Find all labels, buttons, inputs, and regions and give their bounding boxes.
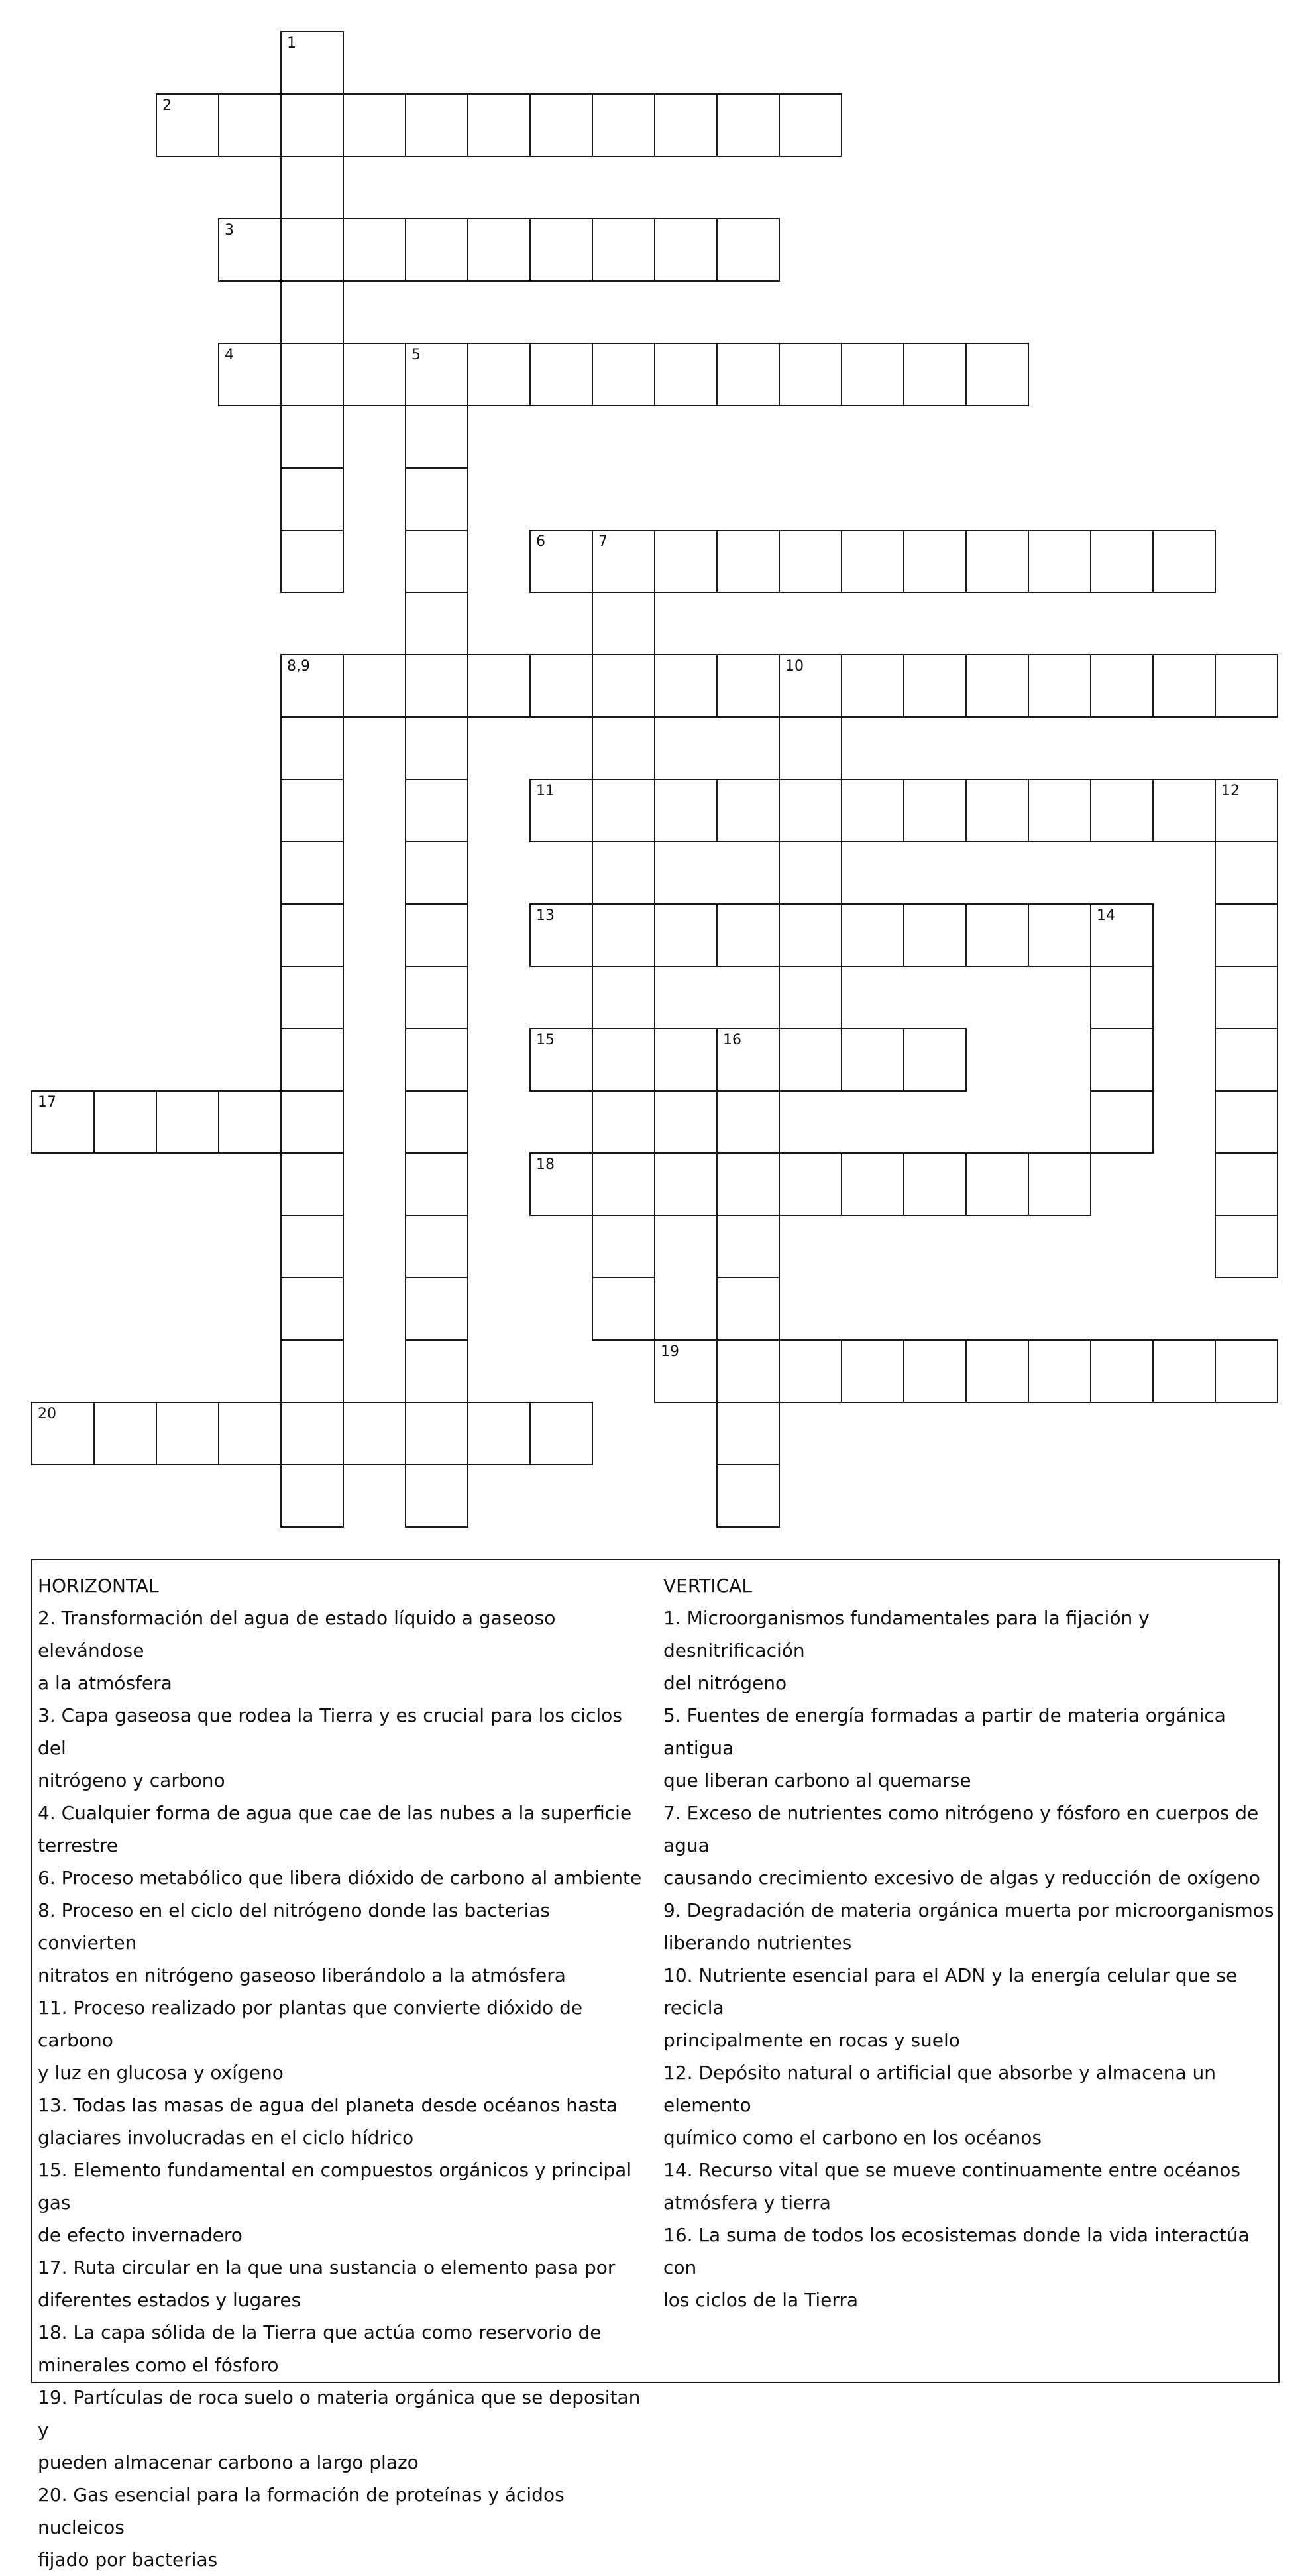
crossword-cell[interactable]: [156, 1090, 219, 1154]
crossword-cell[interactable]: [405, 405, 468, 469]
crossword-cell[interactable]: [592, 1215, 655, 1278]
clue-number: 12: [1221, 783, 1240, 799]
clue-number: 8,9: [287, 658, 310, 675]
clue-line: liberando nutrientes: [663, 1932, 852, 1954]
crossword-cell[interactable]: [716, 1215, 780, 1278]
crossword-cell[interactable]: [779, 93, 842, 157]
crossword-cell[interactable]: [903, 654, 967, 718]
crossword-cell[interactable]: [280, 1090, 344, 1154]
crossword-cell[interactable]: [280, 343, 344, 406]
clue-line: 17. Ruta circular en la que una sustancia o elemento pasa por: [38, 2257, 616, 2278]
clues-box: [31, 1559, 1280, 2571]
clue-line: 3. Capa gaseosa que rodea la Tierra y es crucial para los ciclos del: [38, 1705, 622, 1759]
crossword-cell[interactable]: [592, 966, 655, 1029]
crossword-cell[interactable]: [1215, 1339, 1278, 1403]
crossword-cell[interactable]: [405, 343, 468, 406]
crossword-cell[interactable]: [280, 1402, 344, 1465]
crossword-cell[interactable]: [716, 343, 780, 406]
crossword-cell[interactable]: [779, 343, 842, 406]
clue-line: glaciares involucradas en el ciclo hídrico: [38, 2127, 414, 2149]
clue-line: 13. Todas las masas de agua del planeta desde océanos hasta: [38, 2094, 618, 2116]
crossword-cell[interactable]: [280, 467, 344, 531]
crossword-cell[interactable]: [779, 1152, 842, 1216]
crossword-cell[interactable]: [965, 1152, 1029, 1216]
crossword-cell[interactable]: [280, 1464, 344, 1528]
crossword-cell[interactable]: [1090, 654, 1154, 718]
clue-line: nitratos en nitrógeno gaseoso liberándolo a la atmósfera: [38, 1964, 566, 1986]
clue-number: 19: [661, 1343, 679, 1360]
clue-line: fijado por bacterias: [38, 2549, 218, 2571]
crossword-cell[interactable]: [218, 1090, 282, 1154]
crossword-cell[interactable]: [405, 592, 468, 655]
crossword-cell[interactable]: [1028, 654, 1091, 718]
crossword-cell[interactable]: [1152, 654, 1216, 718]
crossword-cell[interactable]: [654, 1028, 718, 1092]
crossword-cell[interactable]: [1215, 654, 1278, 718]
crossword-cell[interactable]: [654, 1152, 718, 1216]
clue-line: diferentes estados y lugares: [38, 2289, 301, 2311]
crossword-cell[interactable]: [779, 779, 842, 842]
crossword-cell[interactable]: [779, 841, 842, 905]
clue-line: pueden almacenar carbono a largo plazo: [38, 2451, 419, 2473]
crossword-cell[interactable]: [1028, 1339, 1091, 1403]
crossword-cell[interactable]: [405, 903, 468, 967]
crossword-cell[interactable]: [903, 530, 967, 593]
crossword-cell[interactable]: [841, 654, 904, 718]
clue-line: 19. Partículas de roca suelo o materia orgánica que se depositan y: [38, 2386, 641, 2441]
crossword-cell[interactable]: [1028, 1152, 1091, 1216]
crossword-cell[interactable]: [592, 1090, 655, 1154]
crossword-cell[interactable]: [343, 218, 406, 282]
crossword-cell[interactable]: [779, 903, 842, 967]
clue-number: 20: [38, 1406, 56, 1422]
crossword-cell[interactable]: [405, 1464, 468, 1528]
crossword-cell[interactable]: [280, 156, 344, 219]
crossword-cell[interactable]: [716, 1152, 780, 1216]
crossword-cell[interactable]: [654, 654, 718, 718]
crossword-cell[interactable]: [592, 343, 655, 406]
crossword-cell[interactable]: [467, 218, 531, 282]
crossword-cell[interactable]: [592, 1152, 655, 1216]
clue-line: causando crecimiento excesivo de algas y reducción de oxígeno: [663, 1867, 1260, 1889]
crossword-cell[interactable]: [343, 654, 406, 718]
crossword-cell[interactable]: [405, 1402, 468, 1465]
crossword-cell[interactable]: [716, 1464, 780, 1528]
crossword-cell[interactable]: [592, 654, 655, 718]
crossword-cell[interactable]: [965, 343, 1029, 406]
clue-line: a la atmósfera: [38, 1672, 172, 1694]
crossword-cell[interactable]: [779, 1339, 842, 1403]
crossword-cell[interactable]: [592, 530, 655, 593]
crossword-cell[interactable]: [779, 966, 842, 1029]
crossword-cell[interactable]: [405, 966, 468, 1029]
crossword-cell[interactable]: [280, 93, 344, 157]
crossword-cell[interactable]: [841, 343, 904, 406]
crossword-cell[interactable]: [1090, 1028, 1154, 1092]
crossword-cell[interactable]: [965, 779, 1029, 842]
crossword-cell[interactable]: [280, 841, 344, 905]
crossword-cell[interactable]: [405, 1339, 468, 1403]
crossword-cell[interactable]: [405, 530, 468, 593]
clue-line: 20. Gas esencial para la formación de proteínas y ácidos nucleicos: [38, 2484, 565, 2538]
clue-line: minerales como el fósforo: [38, 2354, 279, 2376]
crossword-cell[interactable]: [654, 343, 718, 406]
crossword-cell[interactable]: [654, 1339, 718, 1403]
clue-line: 11. Proceso realizado por plantas que convierte dióxido de carbono: [38, 1997, 583, 2051]
crossword-cell[interactable]: [592, 779, 655, 842]
crossword-cell[interactable]: [716, 1277, 780, 1341]
crossword-cell[interactable]: [280, 280, 344, 344]
clue-number: 4: [225, 347, 234, 363]
crossword-cell[interactable]: [280, 1215, 344, 1278]
crossword-cell[interactable]: [779, 654, 842, 718]
crossword-cell[interactable]: [218, 93, 282, 157]
crossword-cell[interactable]: [1215, 779, 1278, 842]
horizontal-clues: [38, 1569, 654, 2576]
crossword-cell[interactable]: [1090, 903, 1154, 967]
crossword-cell[interactable]: [965, 654, 1029, 718]
crossword-cell[interactable]: [716, 218, 780, 282]
clue-number: 14: [1097, 907, 1115, 924]
crossword-cell[interactable]: [965, 903, 1029, 967]
crossword-cell[interactable]: [218, 1402, 282, 1465]
crossword-cell[interactable]: [592, 716, 655, 780]
clue-number: 11: [536, 783, 555, 799]
crossword-cell[interactable]: [405, 779, 468, 842]
clue-number: 13: [536, 907, 555, 924]
crossword-cell[interactable]: [280, 1028, 344, 1092]
crossword-cell[interactable]: [1215, 966, 1278, 1029]
clue-line: 14. Recurso vital que se mueve continuamente entre océanos: [663, 2159, 1240, 2181]
clue-line: atmósfera y tierra: [663, 2192, 831, 2213]
clue-line: terrestre: [38, 1834, 119, 1856]
crossword-cell[interactable]: [716, 1090, 780, 1154]
crossword-cell[interactable]: [965, 1339, 1029, 1403]
crossword-cell[interactable]: [343, 1402, 406, 1465]
crossword-cell[interactable]: [1028, 903, 1091, 967]
crossword-cell[interactable]: [654, 530, 718, 593]
crossword-cell[interactable]: [716, 1402, 780, 1465]
crossword-cell[interactable]: [280, 716, 344, 780]
crossword-cell[interactable]: [280, 1277, 344, 1341]
clue-line: 5. Fuentes de energía formadas a partir de materia orgánica antigua: [663, 1705, 1226, 1759]
clue-line: 4. Cualquier forma de agua que cae de las nubes a la superficie: [38, 1802, 632, 1824]
crossword-cell[interactable]: [1152, 779, 1216, 842]
crossword-cell[interactable]: [1028, 779, 1091, 842]
crossword-cell[interactable]: [716, 1028, 780, 1092]
clue-number: 3: [225, 222, 234, 239]
crossword-cell[interactable]: [592, 841, 655, 905]
crossword-cell[interactable]: [716, 1339, 780, 1403]
clue-number: 10: [785, 658, 804, 675]
crossword-cell[interactable]: [405, 1090, 468, 1154]
vertical-title: VERTICAL: [663, 1575, 752, 1596]
clue-line: 7. Exceso de nutrientes como nitrógeno y fósforo en cuerpos de agua: [663, 1802, 1259, 1856]
crossword-cell[interactable]: [903, 779, 967, 842]
crossword-cell[interactable]: [965, 530, 1029, 593]
crossword-cell[interactable]: [467, 1402, 531, 1465]
crossword-cell[interactable]: [1215, 903, 1278, 967]
crossword-cell[interactable]: [529, 530, 593, 593]
crossword-cell[interactable]: [716, 779, 780, 842]
crossword-cell[interactable]: [903, 1028, 967, 1092]
crossword-cell[interactable]: [1090, 779, 1154, 842]
clue-number: 1: [287, 35, 296, 52]
clue-number: 15: [536, 1032, 555, 1048]
crossword-cell[interactable]: [1090, 530, 1154, 593]
clue-line: 6. Proceso metabólico que libera dióxido de carbono al ambiente: [38, 1867, 642, 1889]
crossword-cell[interactable]: [1215, 1152, 1278, 1216]
vertical-clues: [663, 1569, 1280, 2316]
crossword-cell[interactable]: [31, 1090, 95, 1154]
crossword-cell[interactable]: [467, 93, 531, 157]
crossword-cell[interactable]: [654, 93, 718, 157]
crossword-cell[interactable]: [218, 218, 282, 282]
crossword-cell[interactable]: [716, 93, 780, 157]
crossword-cell[interactable]: [903, 343, 967, 406]
crossword-cell[interactable]: [841, 1152, 904, 1216]
clue-line: 10. Nutriente esencial para el ADN y la energía celular que se recicla: [663, 1964, 1238, 2019]
crossword-cell[interactable]: [280, 530, 344, 593]
crossword-cell[interactable]: [779, 716, 842, 780]
clue-line: 2. Transformación del agua de estado líquido a gaseoso elevándose: [38, 1607, 556, 1661]
crossword-cell[interactable]: [1090, 966, 1154, 1029]
crossword-cell[interactable]: [903, 903, 967, 967]
crossword-cell[interactable]: [93, 1402, 157, 1465]
crossword-cell[interactable]: [841, 1339, 904, 1403]
crossword-cell[interactable]: [841, 530, 904, 593]
crossword-cell[interactable]: [343, 343, 406, 406]
crossword-cell[interactable]: [529, 779, 593, 842]
crossword-cell[interactable]: [1215, 841, 1278, 905]
crossword-cell[interactable]: [716, 903, 780, 967]
crossword-cell[interactable]: [280, 1152, 344, 1216]
crossword-cell[interactable]: [592, 1028, 655, 1092]
crossword-cell[interactable]: [654, 903, 718, 967]
crossword-cell[interactable]: [529, 93, 593, 157]
crossword-cell[interactable]: [1090, 1090, 1154, 1154]
crossword-cell[interactable]: [529, 218, 593, 282]
crossword-cell[interactable]: [592, 218, 655, 282]
crossword-cell[interactable]: [405, 1277, 468, 1341]
crossword-cell[interactable]: [1028, 530, 1091, 593]
crossword-cell[interactable]: [405, 1028, 468, 1092]
crossword-cell[interactable]: [779, 530, 842, 593]
clue-number: 16: [723, 1032, 741, 1048]
crossword-cell[interactable]: [93, 1090, 157, 1154]
clue-number: 5: [411, 347, 421, 363]
crossword-cell[interactable]: [156, 93, 219, 157]
clue-line: 9. Degradación de materia orgánica muerta por microorganismos: [663, 1899, 1274, 1921]
crossword-cell[interactable]: [841, 1028, 904, 1092]
clue-line: 12. Depósito natural o artificial que absorbe y almacena un elemento: [663, 2062, 1217, 2116]
crossword-cell[interactable]: [405, 1152, 468, 1216]
clue-line: los ciclos de la Tierra: [663, 2289, 859, 2311]
crossword-cell[interactable]: [405, 841, 468, 905]
clue-line: nitrógeno y carbono: [38, 1769, 225, 1791]
clue-line: 1. Microorganismos fundamentales para la fijación y desnitrificación: [663, 1607, 1150, 1661]
crossword-cell[interactable]: [405, 218, 468, 282]
crossword-cell[interactable]: [592, 1277, 655, 1341]
clue-line: 16. La suma de todos los ecosistemas donde la vida interactúa con: [663, 2224, 1250, 2278]
crossword-cell[interactable]: [1215, 1090, 1278, 1154]
clue-line: que liberan carbono al quemarse: [663, 1769, 971, 1791]
crossword-cell[interactable]: [1152, 1339, 1216, 1403]
crossword-cell[interactable]: [280, 966, 344, 1029]
crossword-cell[interactable]: [529, 1402, 593, 1465]
clue-line: y luz en glucosa y oxígeno: [38, 2062, 284, 2084]
crossword-cell[interactable]: [841, 779, 904, 842]
crossword-cell[interactable]: [654, 218, 718, 282]
crossword-cell[interactable]: [529, 654, 593, 718]
crossword-cell[interactable]: [903, 1152, 967, 1216]
crossword-cell[interactable]: [405, 1215, 468, 1278]
clue-line: químico como el carbono en los océanos: [663, 2127, 1042, 2149]
clue-line: 18. La capa sólida de la Tierra que actúa como reservorio de: [38, 2322, 602, 2343]
crossword-cell[interactable]: [592, 93, 655, 157]
crossword-cell[interactable]: [1215, 1028, 1278, 1092]
crossword-cell[interactable]: [529, 903, 593, 967]
crossword-cell[interactable]: [592, 903, 655, 967]
crossword-cell[interactable]: [31, 1402, 95, 1465]
crossword-cell[interactable]: [841, 903, 904, 967]
clue-line: 8. Proceso en el ciclo del nitrógeno donde las bacterias convierten: [38, 1899, 550, 1954]
crossword-cell[interactable]: [779, 1028, 842, 1092]
crossword-cell[interactable]: [218, 343, 282, 406]
clue-number: 17: [38, 1094, 56, 1111]
crossword-cell[interactable]: [405, 716, 468, 780]
crossword-cell[interactable]: [280, 405, 344, 469]
crossword-cell[interactable]: [716, 530, 780, 593]
crossword-cell[interactable]: [280, 31, 344, 95]
clue-line: 15. Elemento fundamental en compuestos orgánicos y principal gas: [38, 2159, 632, 2213]
crossword-cell[interactable]: [405, 93, 468, 157]
crossword-cell[interactable]: [592, 592, 655, 655]
clue-line: del nitrógeno: [663, 1672, 787, 1694]
crossword-cell[interactable]: [1090, 1339, 1154, 1403]
clue-line: principalmente en rocas y suelo: [663, 2029, 960, 2051]
crossword-cell[interactable]: [405, 467, 468, 531]
crossword-cell[interactable]: [903, 1339, 967, 1403]
clue-number: 2: [162, 97, 172, 114]
crossword-cell[interactable]: [280, 218, 344, 282]
crossword-cell[interactable]: [529, 1028, 593, 1092]
crossword-cell[interactable]: [280, 654, 344, 718]
crossword-cell[interactable]: [467, 654, 531, 718]
crossword-cell[interactable]: [1215, 1215, 1278, 1278]
horizontal-title: HORIZONTAL: [38, 1575, 159, 1596]
crossword-cell[interactable]: [716, 654, 780, 718]
crossword-cell[interactable]: [467, 343, 531, 406]
clue-number: 7: [598, 533, 608, 550]
crossword-cell[interactable]: [1152, 530, 1216, 593]
crossword-cell[interactable]: [529, 1152, 593, 1216]
crossword-cell[interactable]: [654, 779, 718, 842]
clue-number: 6: [536, 533, 545, 550]
crossword-cell[interactable]: [280, 779, 344, 842]
crossword-cell[interactable]: [156, 1402, 219, 1465]
clue-number: 18: [536, 1156, 555, 1173]
crossword-cell[interactable]: [405, 654, 468, 718]
crossword-cell[interactable]: [343, 93, 406, 157]
crossword-cell[interactable]: [529, 343, 593, 406]
crossword-cell[interactable]: [280, 903, 344, 967]
clue-line: de efecto invernadero: [38, 2224, 243, 2246]
crossword-cell[interactable]: [280, 1339, 344, 1403]
